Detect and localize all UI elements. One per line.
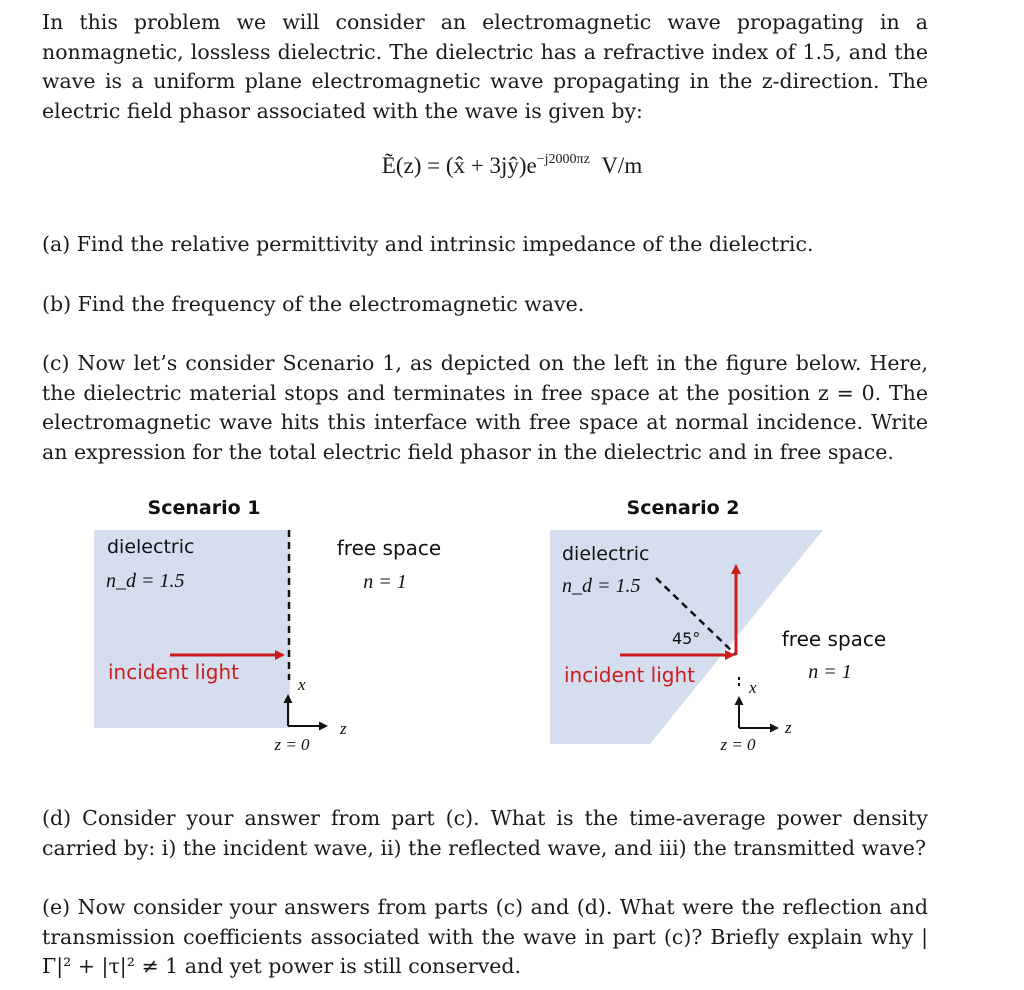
scenario-2-incident-label: incident light — [564, 663, 695, 687]
equation-exponent: −j2000πz — [536, 152, 590, 167]
scenario-1-dielectric-region — [94, 530, 290, 728]
scenario-1-n: n = 1 — [363, 571, 407, 593]
scenario-1-title: Scenario 1 — [147, 497, 261, 519]
scenario-1-nd: n_d = 1.5 — [106, 570, 185, 592]
scenario-2-title: Scenario 2 — [626, 497, 740, 519]
part-d: (d) Consider your answer from part (c). What is the time-average power density carried by: i) the incident wave, ii) the reflected wave, and iii) the transmitted wave? — [42, 806, 928, 860]
scenario-figure — [0, 490, 1024, 760]
scenario-1-free-space-label: free space — [336, 536, 442, 560]
scenario-diagram — [0, 490, 1024, 760]
scenario-1-incident-label: incident light — [108, 660, 239, 684]
scenario-2-z-label: z — [785, 718, 792, 737]
part-a: (a) Find the relative permittivity and intrinsic impedance of the dielectric. — [42, 232, 814, 256]
equation-lhs: Ẽ(z) = (x̂ + 3jŷ)e — [381, 153, 537, 178]
scenario-1-x-label: x — [298, 675, 306, 694]
scenario-2-nd: n_d = 1.5 — [562, 575, 641, 597]
electric-field-equation — [0, 152, 1024, 179]
scenario-2-free-space-label: free space — [781, 627, 887, 651]
equation-units: V/m — [601, 153, 643, 178]
scenario-2-z0-label: z = 0 — [720, 735, 756, 754]
scenario-1-z-label: z — [340, 719, 347, 738]
scenario-2 — [550, 497, 886, 754]
scenario-1 — [94, 497, 441, 754]
scenario-2-dielectric-label: dielectric — [562, 543, 650, 565]
scenario-1-dielectric-label: dielectric — [107, 536, 195, 558]
part-c: (c) Now let’s consider Scenario 1, as depicted on the left in the figure below. Here, the dielectric material stops and terminates in free space at the position z = 0. The electromagnetic wave hits this interface with free space at normal incidence. Write an expression for the total electric field phasor in the dielectric and in free space. — [42, 351, 928, 464]
part-e: (e) Now consider your answers from parts (c) and (d). What were the reflection and transmission coefficients associated with the wave in part (c)? Briefly explain why |Γ|² + |τ|² ≠ 1 and yet power is still conserved. — [42, 895, 928, 978]
scenario-2-n: n = 1 — [808, 661, 852, 683]
scenario-2-angle-label: 45° — [672, 629, 701, 648]
part-b: (b) Find the frequency of the electromagnetic wave. — [42, 292, 585, 316]
scenario-2-x-label: x — [749, 678, 757, 697]
intro-paragraph: In this problem we will consider an electromagnetic wave propagating in a nonmagnetic, lossless dielectric. The dielectric has a refractive index of 1.5, and the wave is a uniform plane electromagnetic wave propagating in the z-direction. The electric field phasor associated with the wave is given by: — [42, 10, 928, 123]
scenario-1-z0-label: z = 0 — [274, 735, 310, 754]
